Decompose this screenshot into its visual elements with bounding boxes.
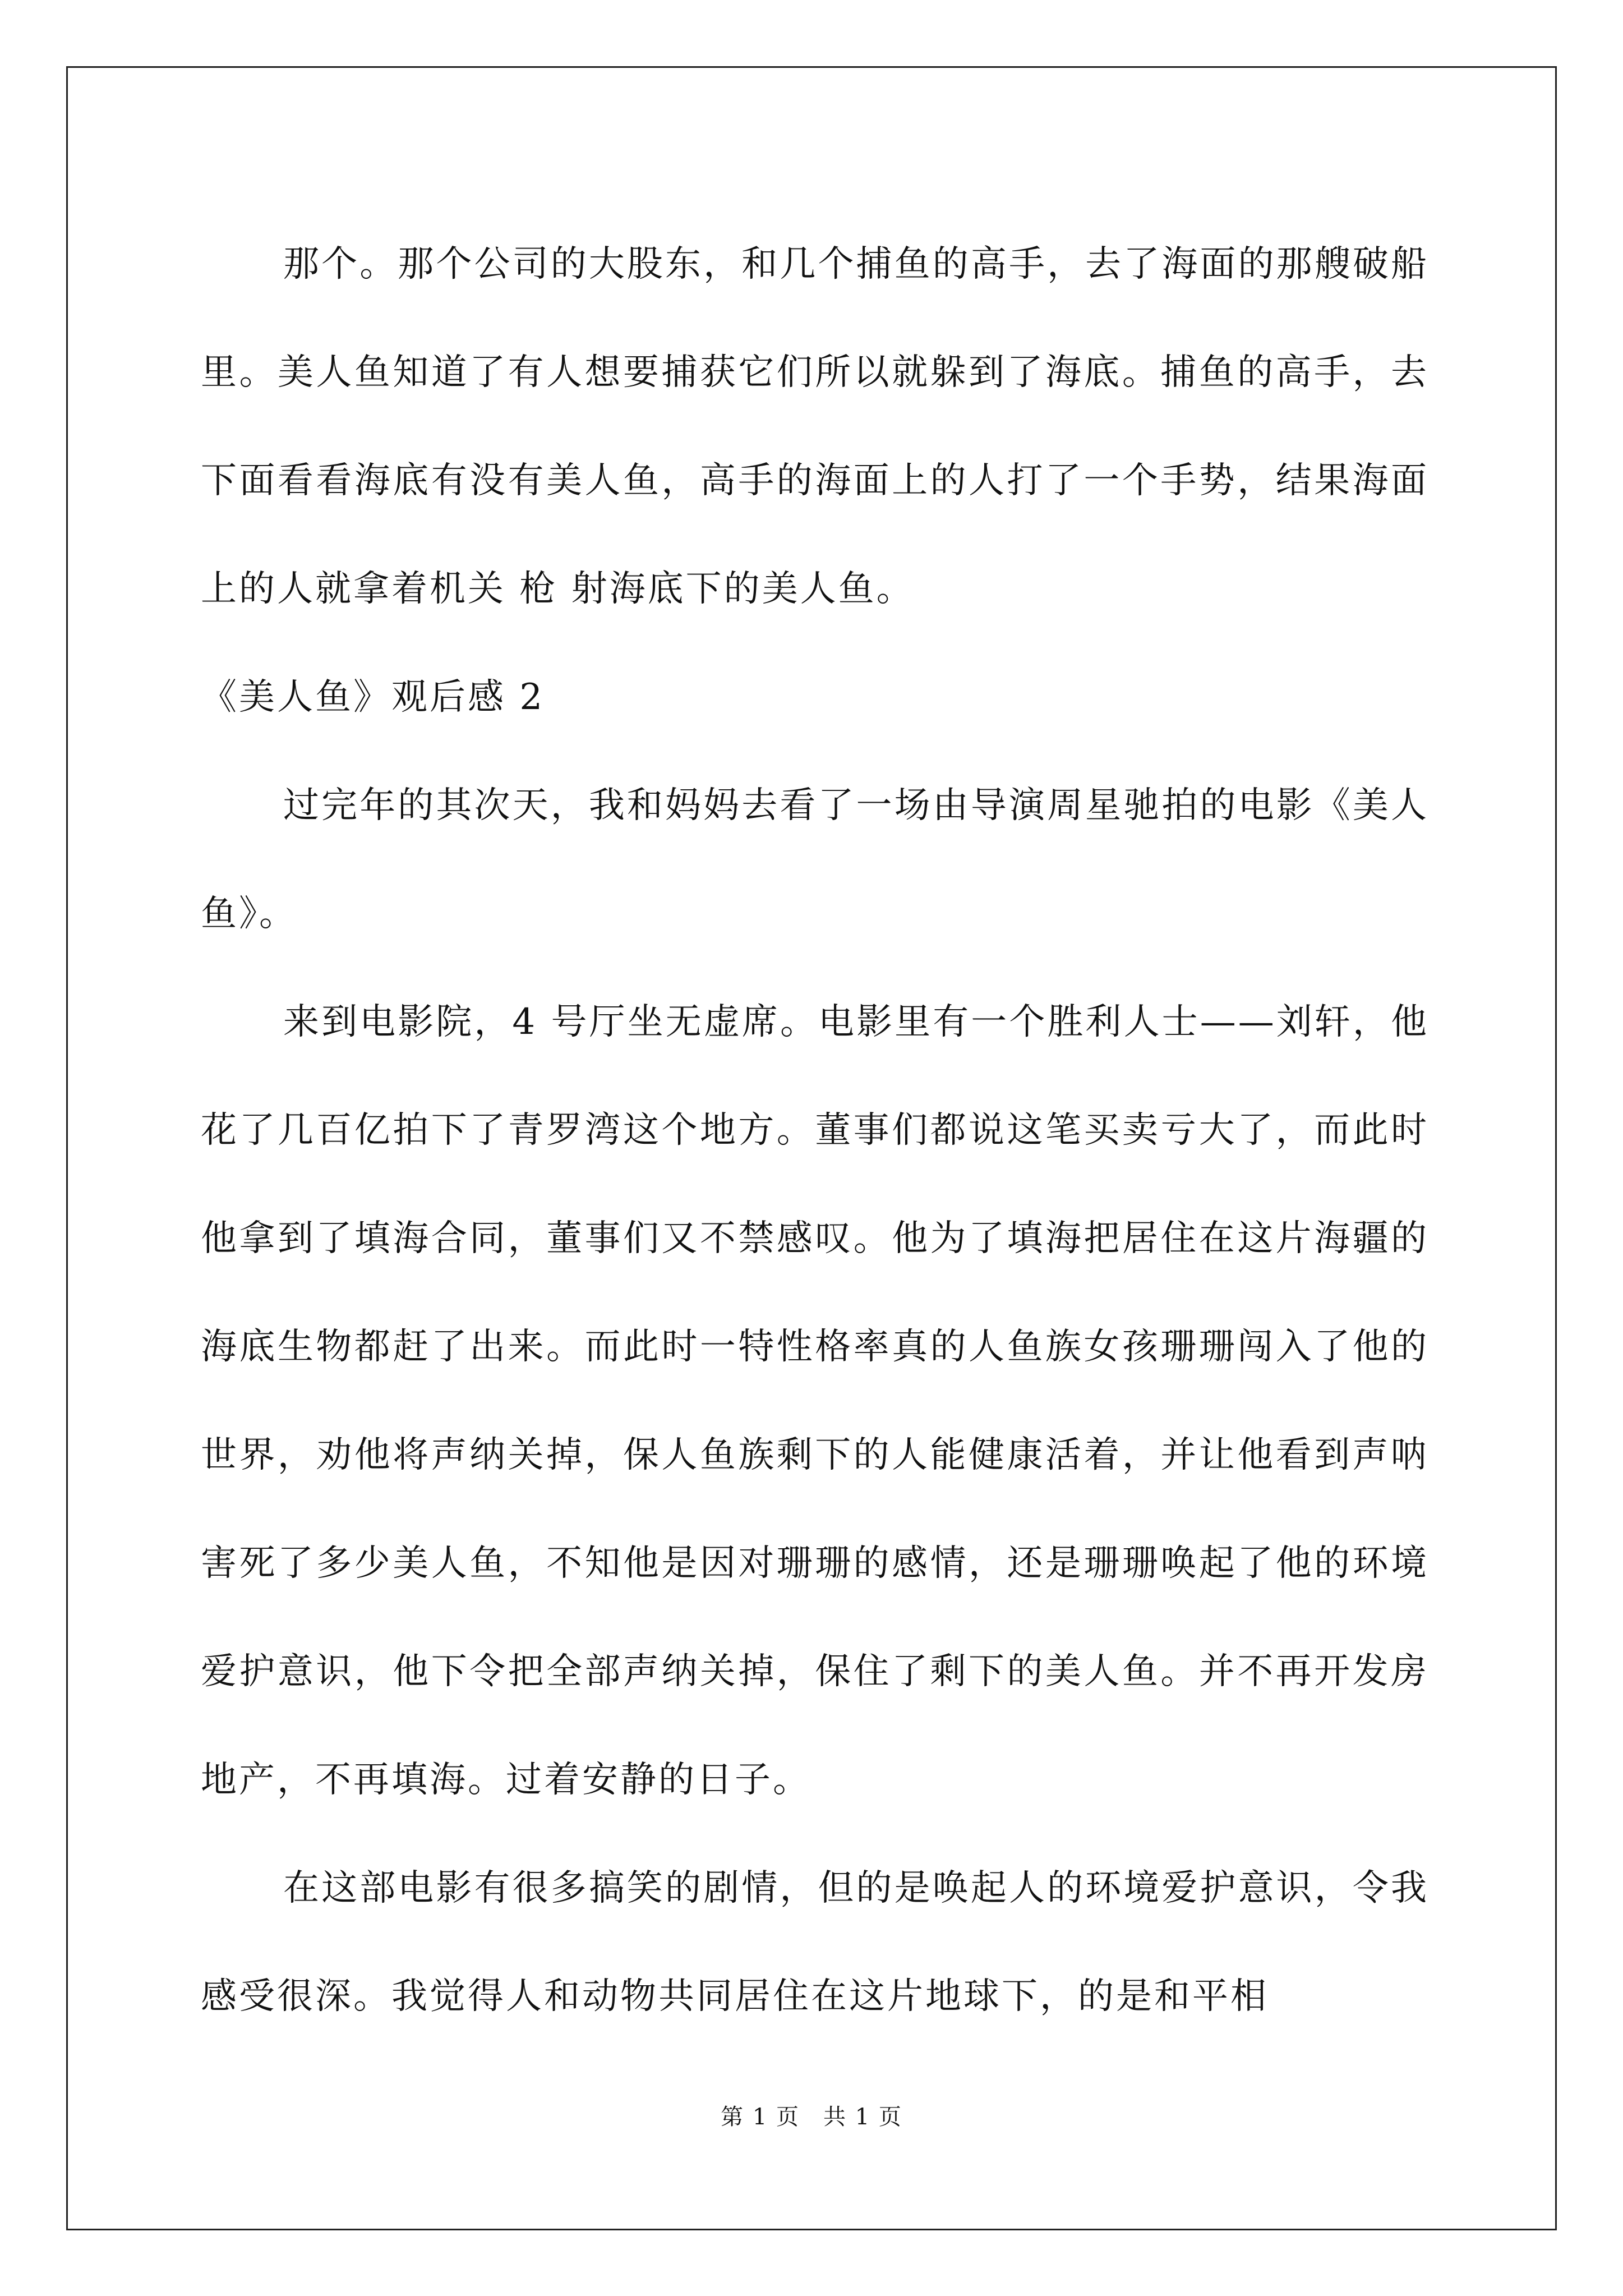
paragraph-2: 过完年的其次天，我和妈妈去看了一场由导演周星驰拍的电影《美人鱼》。 [201, 785, 1429, 935]
document-body [201, 210, 1429, 2051]
paragraph-3: 来到电影院，4 号厅坐无虚席。电影里有一个胜利人士——刘轩，他花了几百亿拍下了青罗湾这个地方。董事们都说这笔买卖亏大了，而此时他拿到了填海合同，董事们又不禁感叹。他为了填海把居住在这片海疆的海底生物都赶了出来。而此时一特性格率真的人鱼族女孩珊珊闯入了他的世界，劝他将声纳关掉，保人鱼族剩下的人能健康活着，并让他看到声呐害死了多少美人鱼，不知他是因对珊珊的感情，还是珊珊唤起了他的环境爱护意识，他下令把全部声纳关掉，保住了剩下的美人鱼。并不再开发房地产，不再填海。过着安静的日子。 [201, 1001, 1429, 1801]
section-heading: 《美人鱼》观后感 2 [201, 677, 545, 718]
paragraph-1: 那个。那个公司的大股东，和几个捕鱼的高手，去了海面的那艘破船里。美人鱼知道了有人想要捕获它们所以就躲到了海底。捕鱼的高手，去下面看看海底有没有美人鱼，高手的海面上的人打了一个手势，结果海面上的人就拿着机关 枪 射海底下的美人鱼。 [201, 243, 1429, 610]
paragraph-4: 在这部电影有很多搞笑的剧情，但的是唤起人的环境爱护意识，令我感受很深。我觉得人和动物共同居住在这片地球下，的是和平相 [201, 1867, 1429, 2017]
page-footer: 第 1 页 共 1 页 [721, 2104, 902, 2130]
